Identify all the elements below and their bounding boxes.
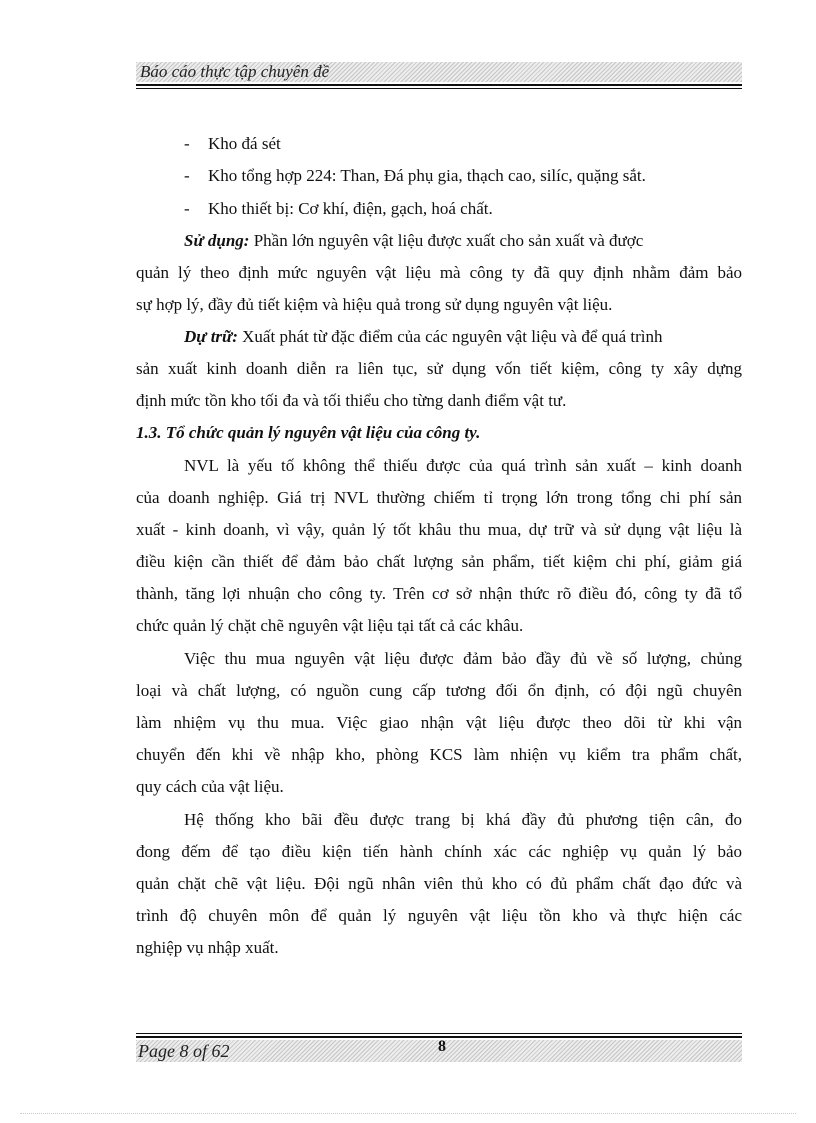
paragraph-line: điều kiện cần thiết để đảm bảo chất lượng sản phẩm, tiết kiệm chi phí, giảm giá xyxy=(136,552,742,571)
page-number: 8 xyxy=(438,1038,446,1055)
paragraph-line xyxy=(184,327,663,347)
header-title: Báo cáo thực tập chuyên đề xyxy=(140,62,330,81)
section-heading: 1.3. Tổ chức quản lý nguyên vật liệu của công ty. xyxy=(136,423,481,442)
paragraph-line: xuất - kinh doanh, vì vậy, quản lý tốt khâu thu mua, dự trữ và sử dụng vật liệu là xyxy=(136,520,742,539)
paragraph-line: quản lý theo định mức nguyên vật liệu mà công ty đã quy định nhằm đảm bảo xyxy=(136,263,742,282)
paragraph-line: quy cách của vật liệu. xyxy=(136,777,284,796)
paragraph-label: Sử dụng: xyxy=(184,231,250,250)
paragraph-line: làm nhiệm vụ thu mua. Việc giao nhận vật liệu được theo dõi từ khi vận xyxy=(136,713,742,732)
bullet-text: Kho thiết bị: Cơ khí, điện, gạch, hoá chất. xyxy=(208,199,493,218)
bullet-text: Kho đá sét xyxy=(208,134,281,153)
page-count-label: Page 8 of 62 xyxy=(138,1041,230,1061)
paragraph-text: Xuất phát từ đặc điểm của các nguyên vật liệu và để quá trình xyxy=(237,327,663,346)
paragraph-line: nghiệp vụ nhập xuất. xyxy=(136,938,279,957)
paragraph-line xyxy=(184,231,643,251)
document-body xyxy=(136,0,742,1123)
bullet-marker: - xyxy=(184,166,190,185)
bullet-marker: - xyxy=(184,199,190,218)
paragraph-text: Phần lớn nguyên vật liệu được xuất cho sản xuất và được xyxy=(249,231,644,250)
paragraph-line: sự hợp lý, đầy đủ tiết kiệm và hiệu quả trong sử dụng nguyên vật liệu. xyxy=(136,295,613,314)
paragraph-line: NVL là yếu tố không thể thiếu được của quá trình sản xuất – kinh doanh xyxy=(184,456,742,475)
paragraph-line: Hệ thống kho bãi đều được trang bị khá đầy đủ phương tiện cân, đo xyxy=(184,810,742,829)
paragraph-line: Việc thu mua nguyên vật liệu được đảm bảo đầy đủ về số lượng, chủng xyxy=(184,649,742,668)
paragraph-line: thành, tăng lợi nhuận cho công ty. Trên cơ sở nhận thức rõ điều đó, công ty đã tổ xyxy=(136,584,742,603)
bullet-text: Kho tổng hợp 224: Than, Đá phụ gia, thạch cao, silíc, quặng sắt. xyxy=(208,166,646,185)
paragraph-line: quản chặt chẽ vật liệu. Đội ngũ nhân viên thủ kho có đủ phẩm chất đạo đức và xyxy=(136,874,742,893)
paragraph-line: loại và chất lượng, có nguồn cung cấp tương đối ổn định, có đội ngũ chuyên xyxy=(136,681,742,700)
paragraph-line: đong đếm để tạo điều kiện tiến hành chính xác các nghiệp vụ quản lý bảo xyxy=(136,842,742,861)
page-boundary xyxy=(20,1113,796,1114)
paragraph-line: chức quản lý chặt chẽ nguyên vật liệu tại tất cả các khâu. xyxy=(136,616,524,635)
paragraph-line: của doanh nghiệp. Giá trị NVL thường chiếm tỉ trọng lớn trong tổng chi phí sản xyxy=(136,488,742,507)
paragraph-line: trình độ chuyên môn để quản lý nguyên vật liệu tồn kho và thực hiện các xyxy=(136,906,742,925)
paragraph-line: sản xuất kinh doanh diễn ra liên tục, sử dụng vốn tiết kiệm, công ty xây dựng xyxy=(136,359,742,378)
paragraph-line: chuyển đến khi về nhập kho, phòng KCS làm nhiện vụ kiểm tra phẩm chất, xyxy=(136,745,742,764)
bullet-marker: - xyxy=(184,134,190,153)
paragraph-label: Dự trữ: xyxy=(184,327,238,346)
footer-rule-thin xyxy=(136,1033,742,1034)
paragraph-line: định mức tồn kho tối đa và tối thiểu cho từng danh điểm vật tư. xyxy=(136,391,567,410)
